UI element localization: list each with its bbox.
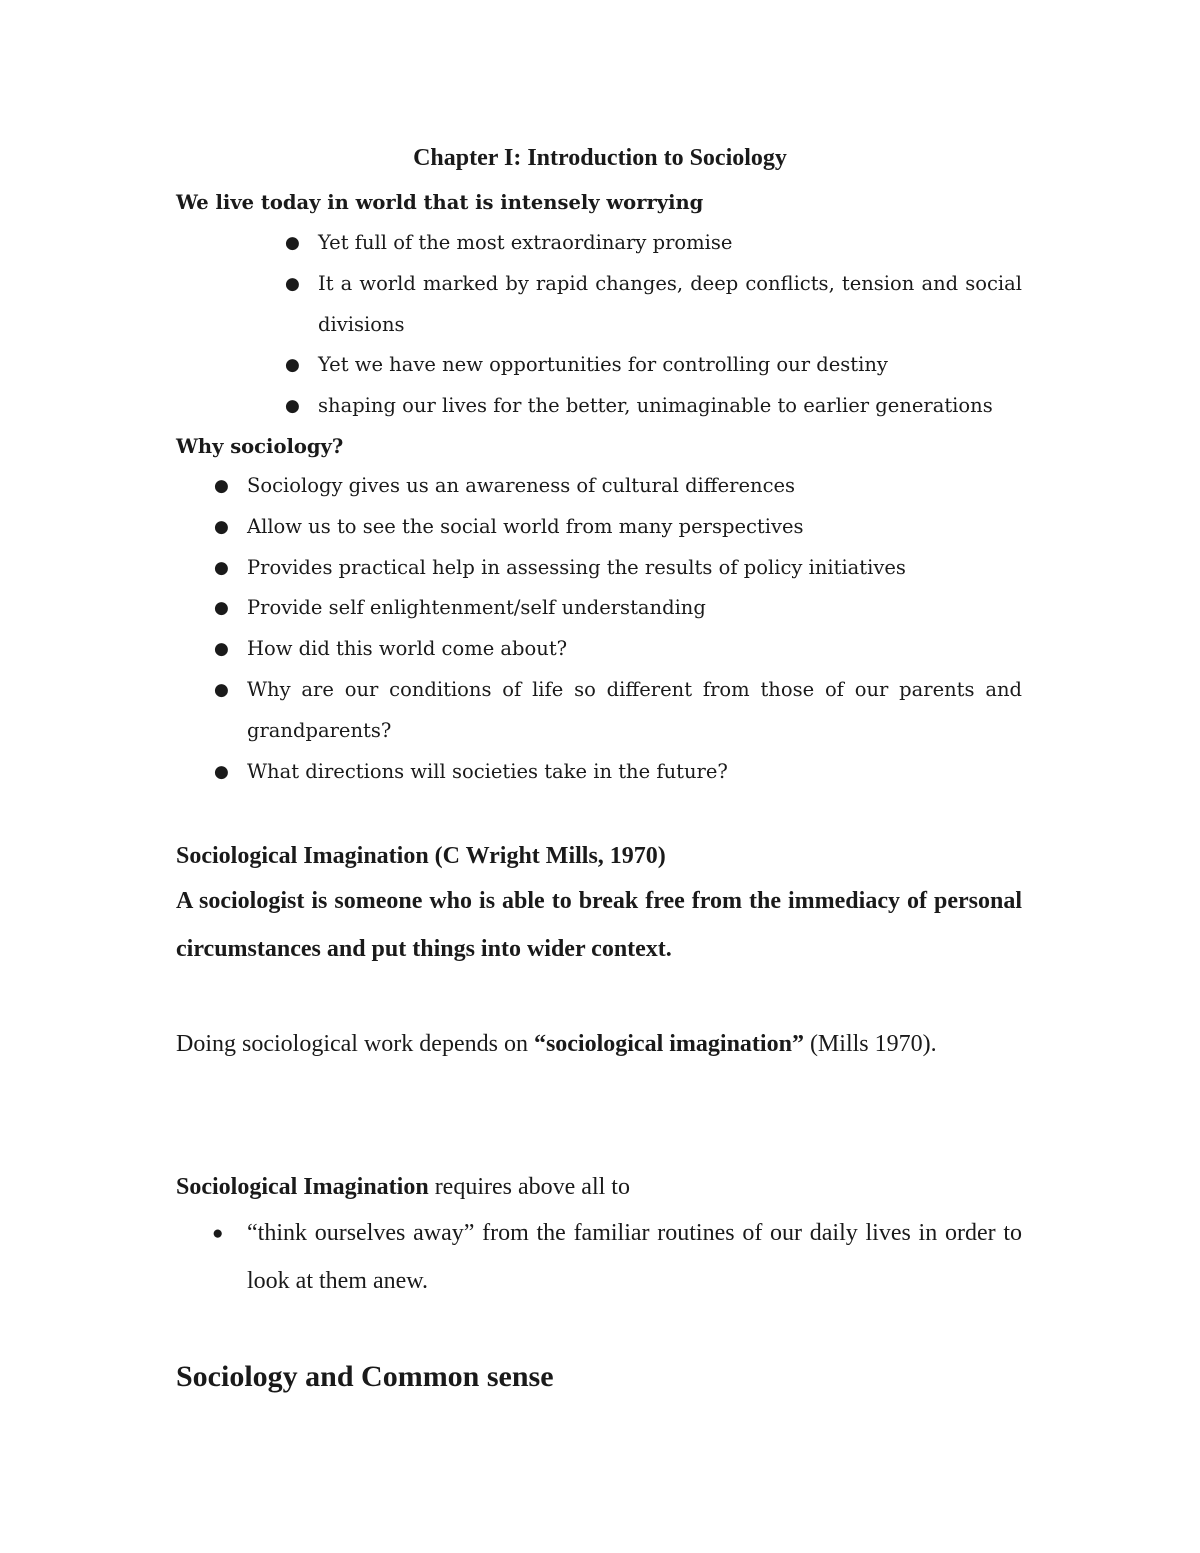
- intro-heading: We live today in world that is intensely worrying: [176, 191, 704, 214]
- common-sense-heading: Sociology and Common sense: [176, 1360, 554, 1393]
- intro-bullet-list: [285, 223, 1022, 427]
- sociological-imagination-heading: Sociological Imagination (C Wright Mills, 1970): [176, 843, 666, 869]
- bullet-icon: ●: [285, 233, 300, 253]
- bullet-icon: ●: [212, 1223, 224, 1244]
- list-item: ● Yet we have new opportunities for controlling our destiny: [318, 345, 1022, 386]
- bullet-icon: ●: [214, 679, 229, 700]
- emphasis-text: “sociological imagination”: [533, 1031, 804, 1057]
- requires-line: Sociological Imagination requires above all to: [176, 1174, 630, 1200]
- bullet-icon: ●: [214, 516, 229, 537]
- list-item: ● shaping our lives for the better, unimaginable to earlier generations: [318, 386, 1022, 427]
- doing-sociology-paragraph: Doing sociological work depends on “sociological imagination” (Mills 1970).: [176, 1031, 937, 1057]
- sociologist-paragraph: A sociologist is someone who is able to break free from the immediacy of personal circumstances and put things into wider context.: [176, 888, 1022, 962]
- list-item: ● How did this world come about?: [247, 629, 1022, 670]
- list-item: ● “think ourselves away” from the familiar routines of our daily lives in order to look at them anew.: [247, 1210, 1022, 1305]
- list-item: ● Provides practical help in assessing the results of policy initiatives: [247, 548, 1022, 589]
- list-item: ● Sociology gives us an awareness of cultural differences: [247, 466, 1022, 507]
- bullet-icon: ●: [214, 639, 229, 660]
- list-item: ● Allow us to see the social world from many perspectives: [247, 507, 1022, 548]
- bullet-icon: ●: [214, 557, 229, 578]
- bullet-icon: ●: [285, 355, 300, 376]
- list-item: ● Why are our conditions of life so different from those of our parents and grandparents?: [247, 670, 1022, 752]
- list-item: ● It a world marked by rapid changes, deep conflicts, tension and social divisions: [318, 264, 1022, 346]
- emphasis-text: Sociological Imagination: [176, 1174, 429, 1200]
- list-item: ● What directions will societies take in the future?: [247, 752, 1022, 793]
- list-item: ● Provide self enlightenment/self understanding: [247, 588, 1022, 629]
- list-item: ● Yet full of the most extraordinary promise: [318, 223, 1022, 264]
- why-sociology-heading: Why sociology?: [176, 435, 344, 458]
- bullet-icon: ●: [214, 761, 229, 782]
- bullet-icon: ●: [214, 598, 229, 619]
- why-sociology-bullet-list: [214, 466, 1022, 792]
- bullet-icon: ●: [285, 273, 300, 294]
- requires-bullet-list: [212, 1210, 1022, 1305]
- bullet-icon: ●: [285, 396, 300, 417]
- chapter-title: Chapter I: Introduction to Sociology: [413, 145, 787, 171]
- bullet-icon: ●: [214, 476, 229, 496]
